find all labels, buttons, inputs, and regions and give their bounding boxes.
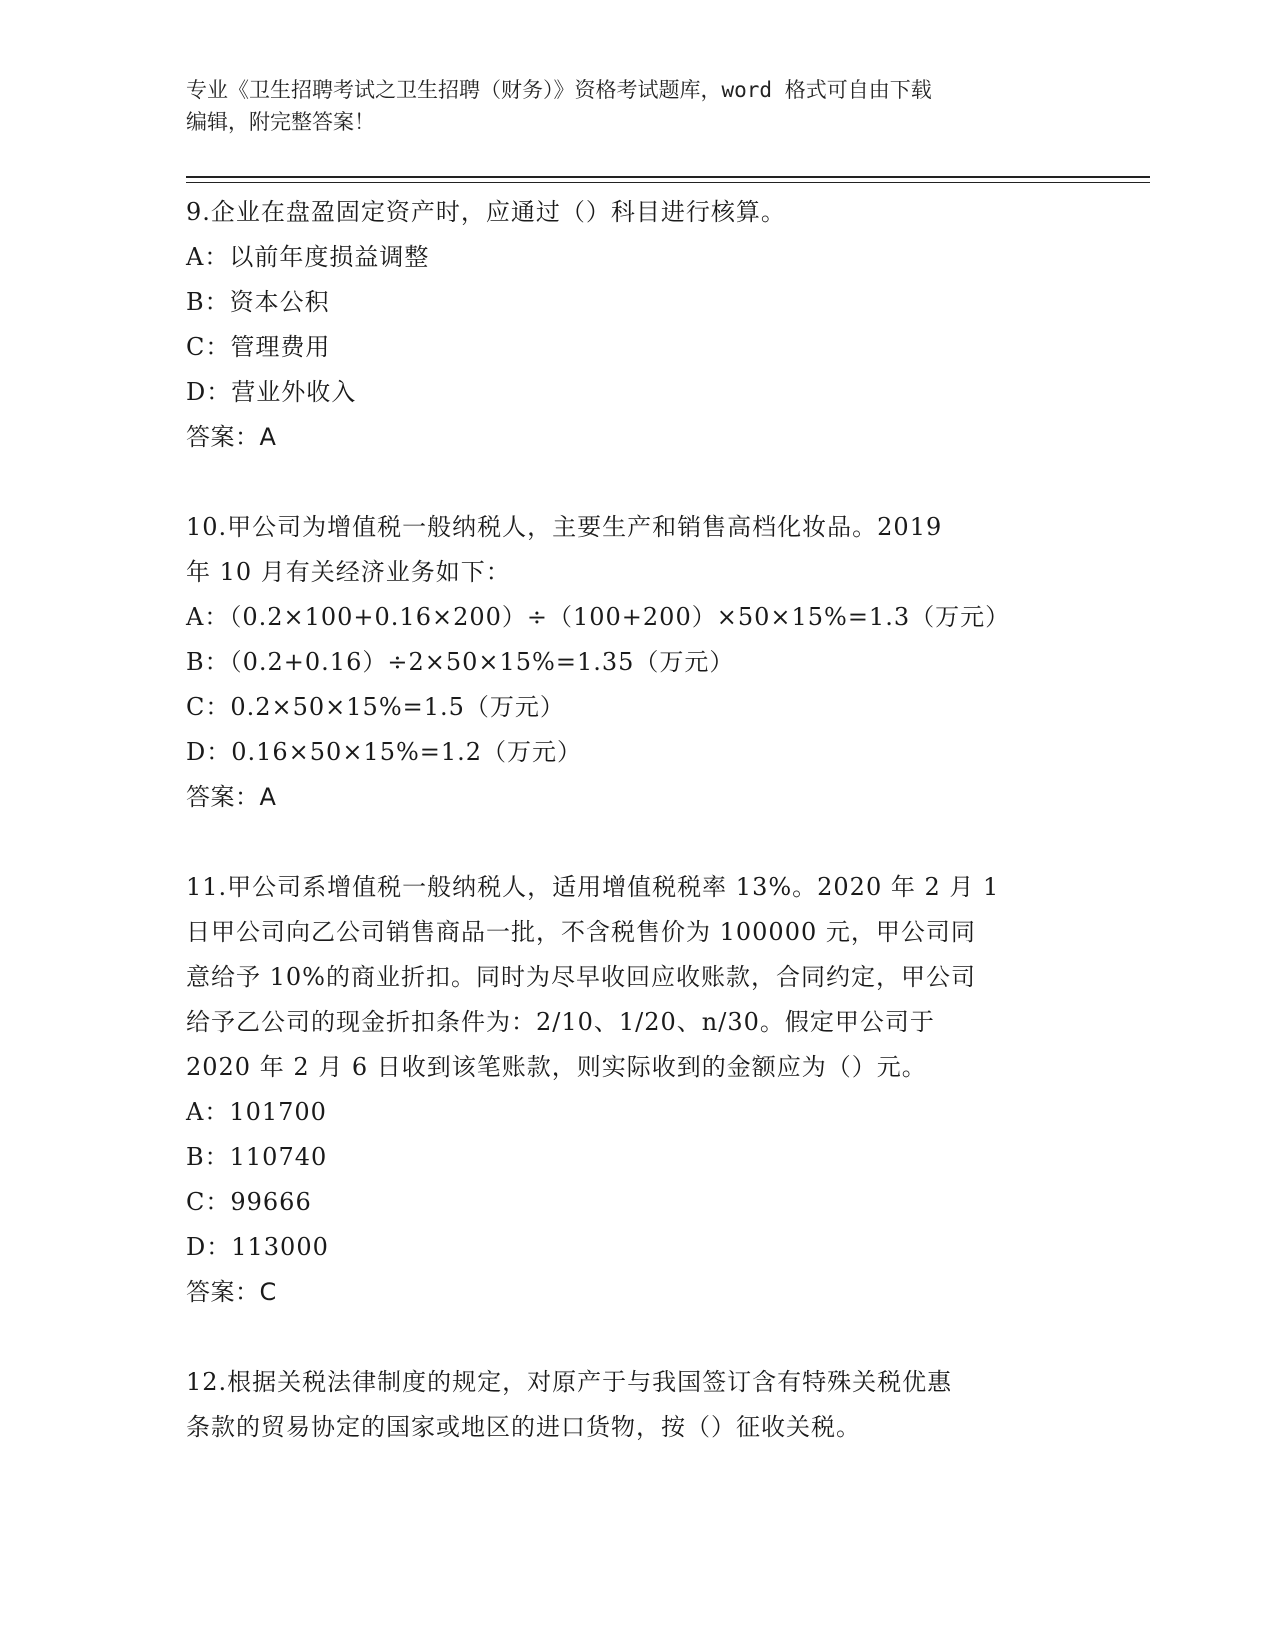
question-stem-line: 日甲公司向乙公司销售商品一批，不含税售价为 100000 元，甲公司同 (186, 918, 976, 946)
option-b: B：资本公积 (186, 288, 330, 316)
question-stem-line: 10.甲公司为增值税一般纳税人，主要生产和销售高档化妆品。2019 (186, 513, 943, 541)
question-list (186, 190, 1086, 1450)
header-divider-thin (186, 182, 1150, 183)
question-stem-line: 9.企业在盘盈固定资产时，应通过（）科目进行核算。 (186, 198, 786, 226)
answer-line: 答案：C (186, 1278, 277, 1306)
option-a: A：以前年度损益调整 (186, 243, 430, 271)
document-header (186, 74, 1066, 138)
option-c: C：0.2×50×15%=1.5（万元） (186, 693, 565, 721)
option-c: C：管理费用 (186, 333, 331, 361)
question-12 (186, 1360, 1086, 1450)
question-9 (186, 190, 1086, 460)
question-stem-line: 给予乙公司的现金折扣条件为：2/10、1/20、n/30。假定甲公司于 (186, 1008, 935, 1036)
option-b: B：（0.2+0.16）÷2×50×15%=1.35（万元） (186, 648, 735, 676)
option-d: D：0.16×50×15%=1.2（万元） (186, 738, 583, 766)
question-11 (186, 865, 1086, 1315)
answer-line: 答案：A (186, 423, 277, 451)
question-stem-line: 意给予 10%的商业折扣。同时为尽早收回应收账款，合同约定，甲公司 (186, 963, 976, 991)
option-d: D：营业外收入 (186, 378, 357, 406)
header-divider-thick (186, 176, 1150, 178)
answer-line: 答案：A (186, 783, 277, 811)
option-a: A：（0.2×100+0.16×200）÷（100+200）×50×15%=1.3（万元） (186, 603, 1011, 631)
question-stem-line: 11.甲公司系增值税一般纳税人，适用增值税税率 13%。2020 年 2 月 1 (186, 873, 1000, 901)
question-stem-line: 年 10 月有关经济业务如下： (186, 558, 511, 586)
header-line-1: 专业《卫生招聘考试之卫生招聘（财务）》资格考试题库，word 格式可自由下载 (186, 78, 932, 102)
question-stem-line: 2020 年 2 月 6 日收到该笔账款，则实际收到的金额应为（）元。 (186, 1053, 927, 1081)
option-b: B：110740 (186, 1143, 328, 1171)
question-10 (186, 505, 1086, 820)
option-a: A：101700 (186, 1098, 327, 1126)
option-c: C：99666 (186, 1188, 312, 1216)
header-line-2: 编辑，附完整答案！ (186, 110, 375, 134)
option-d: D：113000 (186, 1233, 329, 1261)
question-stem-line: 条款的贸易协定的国家或地区的进口货物，按（）征收关税。 (186, 1413, 861, 1441)
question-stem-line: 12.根据关税法律制度的规定，对原产于与我国签订含有特殊关税优惠 (186, 1368, 953, 1396)
